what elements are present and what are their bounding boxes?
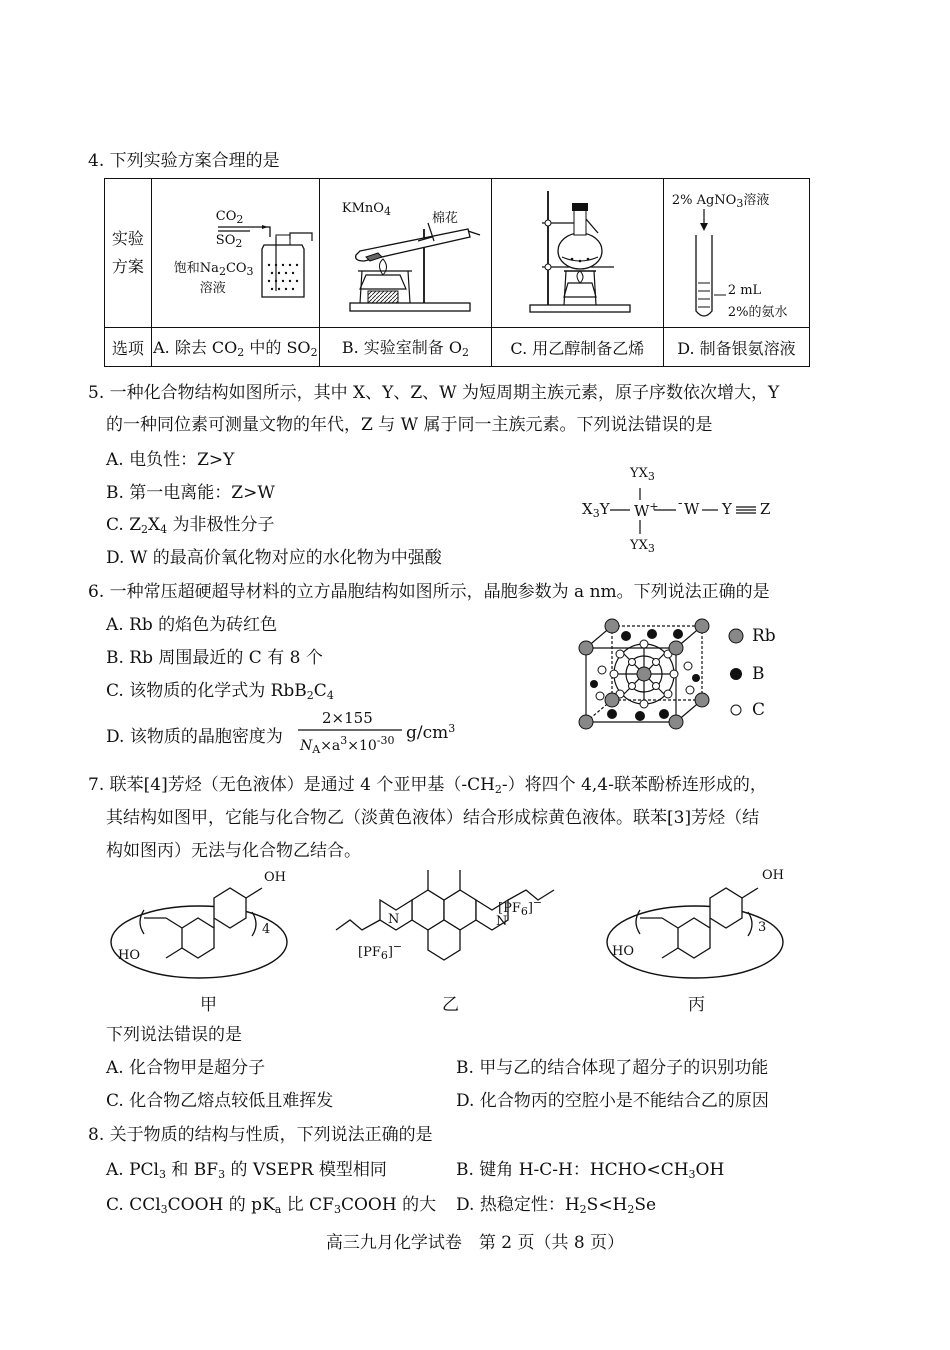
q7-option-d: D. 化合物丙的空腔小是不能结合乙的原因: [456, 1091, 769, 1111]
q8-option-b: B. 键角 H-C-H：$HCHO<CH_3OH$: [456, 1160, 725, 1181]
q5-option-d: D. W 的最高价氧化物对应的水化物为中强酸: [106, 548, 442, 568]
q4-row-head-option: 选项: [105, 328, 152, 367]
q6-option-a: A. Rb 的焰色为砖红色: [106, 615, 278, 635]
fig-b-cotton-label: 棉花: [431, 211, 458, 226]
q5-stem-line-1: 5. 一种化合物结构如图所示，其中 X、Y、Z、W 为短周期主族元素，原子序数依次增大，Y: [88, 383, 780, 403]
q4-figure-c: [491, 179, 663, 328]
q6-density-denominator: $N_A\times a^3\times 10^{-30}$: [300, 734, 395, 756]
bing-n: 3: [758, 920, 767, 935]
figure-yi-caption: 乙: [442, 995, 459, 1015]
q7-option-c: C. 化合物乙熔点较低且难挥发: [106, 1091, 334, 1111]
fig-a-solution-label-2: 溶液: [199, 281, 226, 296]
q7-stem-line-1: 7. 联苯[4]芳烃（无色液体）是通过 4 个亚甲基$(-CH_2-)$将四个 4,4-联苯酚桥连形成的，: [88, 775, 767, 796]
crystal-cell-figure: [572, 610, 722, 740]
fig-d-top-label: 2% AgNO$_3$溶液: [671, 193, 770, 210]
q8-option-c: C. CCl$_3$COOH 的 $pK_a$ 比 $CF_3COOH$ 的大: [106, 1195, 437, 1216]
struct-center: W+: [634, 500, 659, 520]
fig-a-solution-label: 饱和$Na_2CO_3$: [173, 261, 254, 278]
row-head-line: 方案: [111, 257, 144, 276]
gas-washing-bottle-drawing: [152, 179, 320, 327]
fig-d-bottom-label-2: 2%的氨水: [727, 305, 788, 320]
fig-d-bottom-label-1: 2 mL: [727, 283, 762, 298]
legend-markers: [726, 626, 746, 716]
q8-option-d: D. 热稳定性：$H_2S<H_2Se$: [456, 1195, 657, 1216]
struct-y2: Y: [722, 500, 732, 518]
q4-experiment-table: [104, 178, 810, 367]
q4-option-c: C. 用乙醇制备乙烯: [491, 328, 663, 367]
q5-option-a: A. 电负性：Z>Y: [106, 450, 235, 470]
row-head-line: 实验: [111, 229, 144, 248]
q6-option-d-label: D. 该物质的晶胞密度为: [106, 727, 283, 747]
q6-density-unit: $g/cm^3$: [406, 722, 456, 743]
q5-option-c: C. $Z_2X_4$ 为非极性分子: [106, 515, 275, 536]
q7-stem-line-3: 构如图丙）无法与化合物乙结合。: [106, 841, 361, 861]
q8-option-a: A. PCl$_3$ 和 $BF_3$ 的 VSEPR 模型相同: [106, 1160, 387, 1181]
jia-n: 4: [262, 922, 271, 937]
bing-ho: HO: [612, 944, 634, 959]
fig-a-gas1: $CO_2$: [215, 209, 244, 226]
q5-option-b: B. 第一电离能：Z>W: [106, 483, 275, 503]
q4-stem: 4. 下列实验方案合理的是: [88, 151, 280, 171]
q4-figure-b: [319, 179, 491, 328]
q8-stem: 8. 关于物质的结构与性质，下列说法正确的是: [88, 1125, 433, 1145]
oxygen-generation-apparatus-drawing: [320, 179, 492, 327]
struct-bonds: [560, 470, 780, 550]
figure-jia-caption: 甲: [200, 995, 217, 1015]
jia-oh: OH: [264, 870, 286, 885]
ethylene-preparation-apparatus-drawing: [492, 179, 664, 327]
q7-option-b: B. 甲与乙的结合体现了超分子的识别功能: [456, 1058, 769, 1078]
q4-option-a: A. 除去 $CO_2$ 中的 $SO_2$: [151, 328, 319, 367]
test-tube-drawing: [664, 179, 810, 327]
q7-stem-line-2: 其结构如图甲，它能与化合物乙（淡黄色液体）结合形成棕黄色液体。联苯[3]芳烃（结: [106, 808, 760, 828]
q6-option-c: C. 该物质的化学式为 $RbB_2C_4$: [106, 681, 334, 702]
q6-option-b: B. Rb 周围最近的 C 有 8 个: [106, 648, 323, 668]
yi-n-left: N: [388, 912, 400, 927]
struct-left: $X_3Y$: [582, 500, 610, 520]
struct-top: $YX_3$: [630, 466, 655, 483]
struct-minus: -: [678, 496, 683, 511]
figure-bing-caption: 丙: [688, 995, 705, 1015]
fraction-bar: [298, 728, 402, 732]
yi-pf6-bottom: $[PF_6]^-$: [358, 940, 403, 962]
fig-a-gas2: $SO_2$: [215, 233, 243, 250]
struct-w2: W: [684, 500, 700, 518]
fig-b-reagent-label: KMnO$_4$: [341, 201, 391, 218]
yi-n-right: N: [496, 914, 508, 929]
q6-stem: 6. 一种常压超硬超导材料的立方晶胞结构如图所示，晶胞参数为 a nm。下列说法正确的是: [88, 582, 770, 602]
yi-pf6-top: $[PF_6]^-$: [498, 896, 543, 918]
q7-option-a: A. 化合物甲是超分子: [106, 1058, 266, 1078]
q6-density-numerator: 2×155: [322, 709, 373, 727]
struct-bottom: $YX_3$: [630, 538, 655, 555]
legend-rb: Rb: [752, 626, 776, 646]
q7-question: 下列说法错误的是: [106, 1025, 242, 1045]
q5-stem-line-2: 的一种同位素可测量文物的年代，Z 与 W 属于同一主族元素。下列说法错误的是: [106, 415, 713, 435]
page-footer: 高三九月化学试卷 第 2 页（共 8 页）: [325, 1233, 625, 1253]
struct-z: Z: [760, 500, 771, 518]
q4-figure-d: [663, 179, 809, 328]
q4-option-d: D. 制备银氨溶液: [663, 328, 809, 367]
bing-oh: OH: [762, 868, 784, 883]
q4-row-head-scheme: [105, 179, 152, 328]
legend-c: C: [752, 700, 766, 720]
q4-option-b: B. 实验室制备 $O_2$: [319, 328, 491, 367]
jia-ho: HO: [118, 948, 140, 963]
q4-figure-a: [151, 179, 319, 328]
legend-b: B: [752, 664, 765, 684]
